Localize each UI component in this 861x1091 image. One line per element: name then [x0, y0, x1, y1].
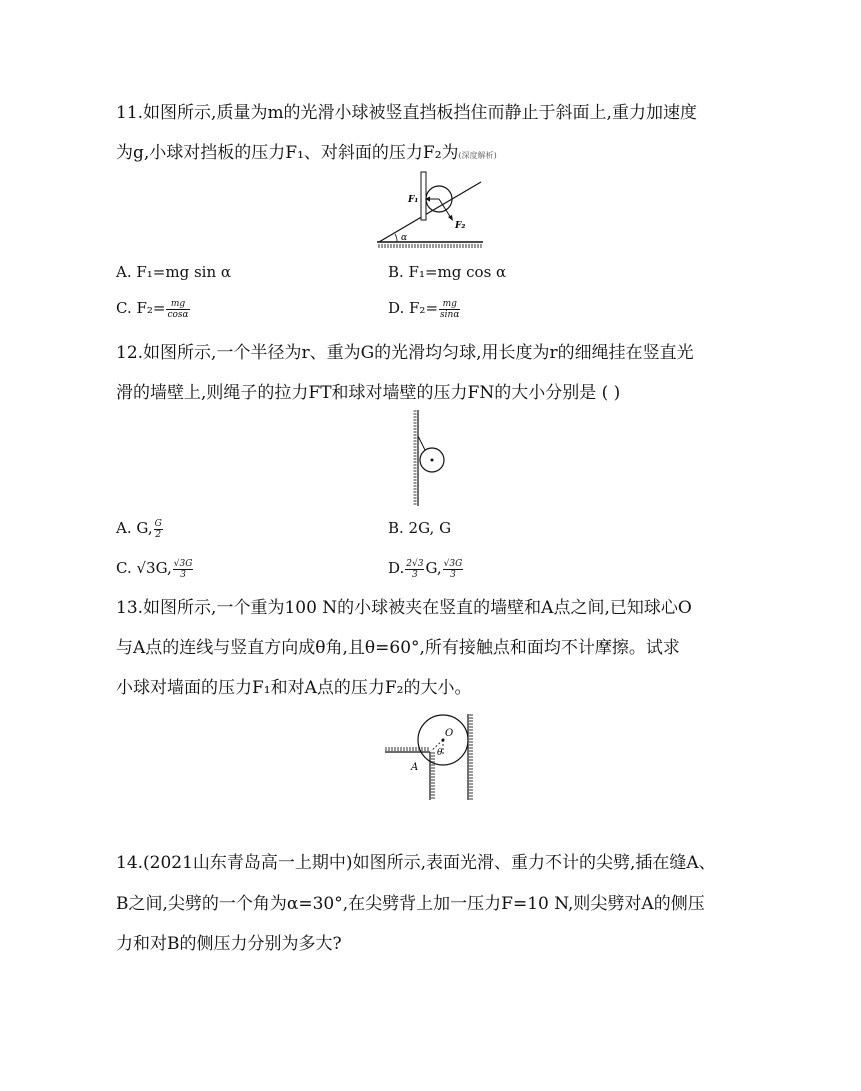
- q11-fig-f2: F₂: [455, 221, 466, 231]
- q11-line-1: 11.如图所示,质量为m的光滑小球被竖直挡板挡住而静止于斜面上,重力加速度: [116, 103, 697, 123]
- q12-option-d-mid: G,: [425, 559, 442, 577]
- q13-line-3: 小球对墙面的压力F₁和对A点的压力F₂的大小。: [116, 678, 472, 698]
- q11-option-c: [116, 298, 191, 320]
- q11-option-d-den: sinα: [440, 309, 460, 320]
- q11-option-d-prefix: D. F₂=: [388, 299, 439, 317]
- q11-note: (深度解析): [458, 151, 497, 160]
- q12-option-c-den: 3: [180, 569, 186, 580]
- q12-option-b: B. 2G, G: [388, 519, 452, 537]
- q13-line-1: 13.如图所示,一个重为100 N的小球被夹在竖直的墙壁和A点之间,已知球心O: [116, 598, 692, 618]
- q12-option-d-num-2: √3G: [443, 558, 463, 569]
- q14-line-1: 14.(2021山东青岛高一上期中)如图所示,表面光滑、重力不计的尖劈,插在缝A、: [116, 853, 716, 873]
- q12-option-c-fraction: [173, 559, 194, 580]
- q11-option-c-fraction: [166, 299, 189, 320]
- q12-option-d-prefix: D.: [388, 559, 405, 577]
- q11-option-d-num: mg: [439, 299, 460, 310]
- q12-option-a-fraction: [154, 519, 163, 540]
- q11-figure: [375, 170, 485, 248]
- q11-option-c-den: cosα: [167, 309, 189, 320]
- q11-fig-f1: F₁: [408, 195, 419, 205]
- q12-line-1: 12.如图所示,一个半径为r、重为G的光滑均匀球,用长度为r的细绳挂在竖直光: [116, 343, 694, 363]
- q12-option-d-fraction-1: [405, 559, 424, 580]
- q12-option-c: [116, 558, 194, 580]
- q11-option-b: B. F₁=mg cos α: [388, 263, 507, 281]
- q11-option-a: A. F₁=mg sin α: [116, 263, 232, 281]
- q12-option-d-fraction-2: [443, 559, 464, 580]
- q12-option-d-den-1: 3: [411, 569, 418, 580]
- q11-fig-alpha: α: [401, 233, 408, 243]
- q13-line-2: 与A点的连线与竖直方向成θ角,且θ=60°,所有接触点和面均不计摩擦。试求: [116, 638, 680, 658]
- q11-line-2-text: 为g,小球对挡板的压力F₁、对斜面的压力F₂为: [116, 143, 459, 163]
- q11-line-2: [116, 142, 497, 167]
- q11-option-c-num: mg: [166, 299, 189, 310]
- q12-option-a-prefix: A. G,: [116, 519, 153, 537]
- q12-option-a-num: G: [154, 518, 162, 529]
- q13-fig-a: A: [411, 762, 419, 773]
- q12-option-c-prefix: C. √3G,: [116, 559, 172, 577]
- q12-option-a-den: 2: [155, 529, 162, 540]
- q11-option-c-prefix: C. F₂=: [116, 299, 166, 317]
- q12-line-2: 滑的墙壁上,则绳子的拉力FT和球对墙壁的压力FN的大小分别是 ( ): [116, 383, 621, 403]
- q12-figure: [410, 408, 450, 508]
- q13-fig-o: O: [445, 728, 454, 739]
- q12-option-d-num-1: 2√3: [406, 558, 424, 569]
- q12-option-c-num: √3G: [173, 558, 193, 569]
- q14-line-2: B之间,尖劈的一个角为α=30°,在尖劈背上加一压力F=10 N,则尖劈对A的侧压: [116, 894, 705, 914]
- q11-option-d: [388, 298, 461, 320]
- q12-option-d: [388, 558, 464, 580]
- q13-figure: [382, 710, 492, 802]
- q12-option-a: [116, 518, 164, 540]
- q14-line-3: 力和对B的侧压力分别为多大?: [116, 934, 342, 954]
- q11-option-d-fraction: [439, 299, 460, 320]
- q13-fig-theta: θ: [437, 748, 443, 758]
- q12-option-d-den-2: 3: [450, 569, 456, 580]
